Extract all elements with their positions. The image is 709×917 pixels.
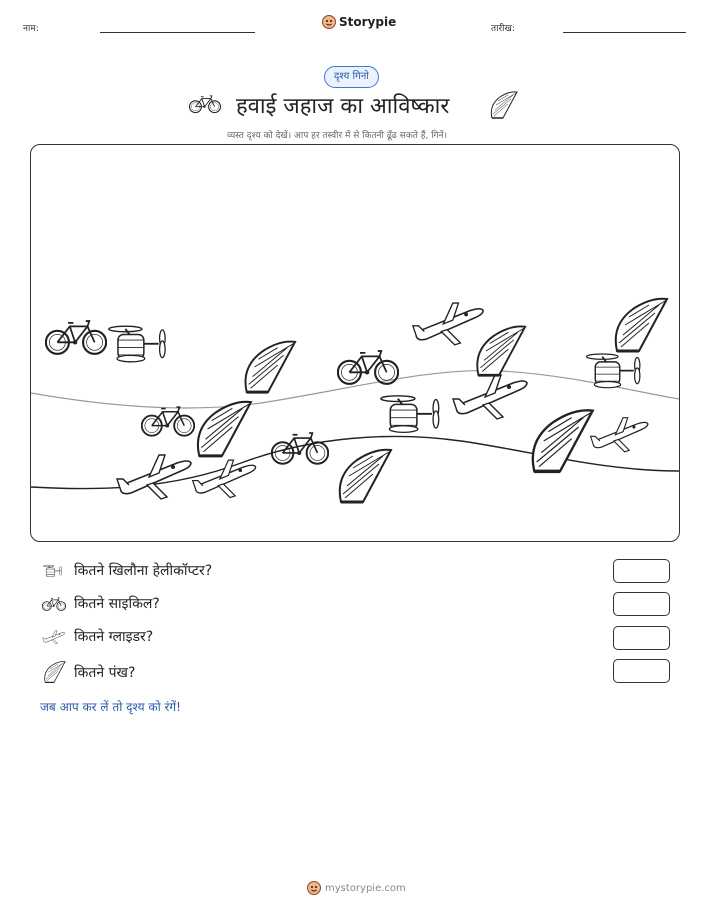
scene-illustration [31, 145, 679, 541]
scene-bicycle [46, 321, 106, 354]
scene-glider [591, 418, 648, 452]
question-text: कितने खिलौना हेलीकॉप्टर? [74, 562, 213, 579]
answer-box-glider[interactable] [613, 626, 670, 650]
helicopter-icon [42, 560, 66, 580]
scene-helicopter [381, 396, 439, 433]
coloring-instruction: जब आप कर लें तो दृश्य को रंगें! [40, 700, 181, 714]
question-text: कितने ग्लाइडर? [74, 629, 154, 645]
brand-logo [322, 14, 396, 30]
footer-brand [307, 880, 406, 896]
question-glider [42, 627, 153, 646]
question-wing [42, 660, 135, 684]
name-label: नाम: [23, 24, 39, 34]
scene-frame [30, 144, 680, 542]
bicycle-icon [189, 94, 221, 114]
scene-glider [453, 375, 527, 419]
question-bicycle [42, 594, 160, 613]
brand-name: Storypie [339, 15, 397, 29]
page-title: हवाई जहाज का आविष्कार [236, 94, 450, 119]
question-text: कितने पंख? [74, 664, 136, 681]
scene-wing [245, 342, 295, 393]
name-field[interactable] [100, 32, 255, 33]
wing-icon [42, 660, 66, 684]
scene-glider [413, 303, 483, 345]
answer-box-helicopter[interactable] [613, 559, 670, 583]
answer-box-bicycle[interactable] [613, 592, 670, 616]
glider-icon [42, 628, 66, 646]
scene-wing [616, 299, 667, 351]
scene-glider [117, 455, 191, 499]
answer-box-wing[interactable] [613, 659, 670, 683]
scene-count-badge: दृश्य गिनो [324, 66, 379, 88]
scene-glider [193, 460, 256, 497]
scene-bicycle [338, 351, 398, 384]
page-subtitle: व्यस्त दृश्य को देखें। आप हर तस्वीर में से कितनी ढूँढ सकते हैं, गिनें। [227, 131, 448, 141]
scene-wing [340, 450, 391, 502]
scene-wing [477, 326, 525, 375]
scene-bicycle [272, 433, 328, 464]
bicycle-icon [42, 596, 66, 612]
date-field[interactable] [563, 32, 686, 33]
date-label: तारीख: [491, 24, 515, 34]
footer-url: mystorypie.com [325, 882, 406, 894]
question-text: कितने साइकिल? [74, 596, 160, 612]
storypie-logo-icon [322, 14, 336, 30]
question-helicopter [42, 560, 212, 580]
scene-helicopter [109, 326, 165, 362]
storypie-logo-icon [307, 880, 321, 896]
scene-wing [198, 402, 251, 456]
scene-bicycle [142, 407, 194, 436]
wing-icon [488, 90, 518, 120]
